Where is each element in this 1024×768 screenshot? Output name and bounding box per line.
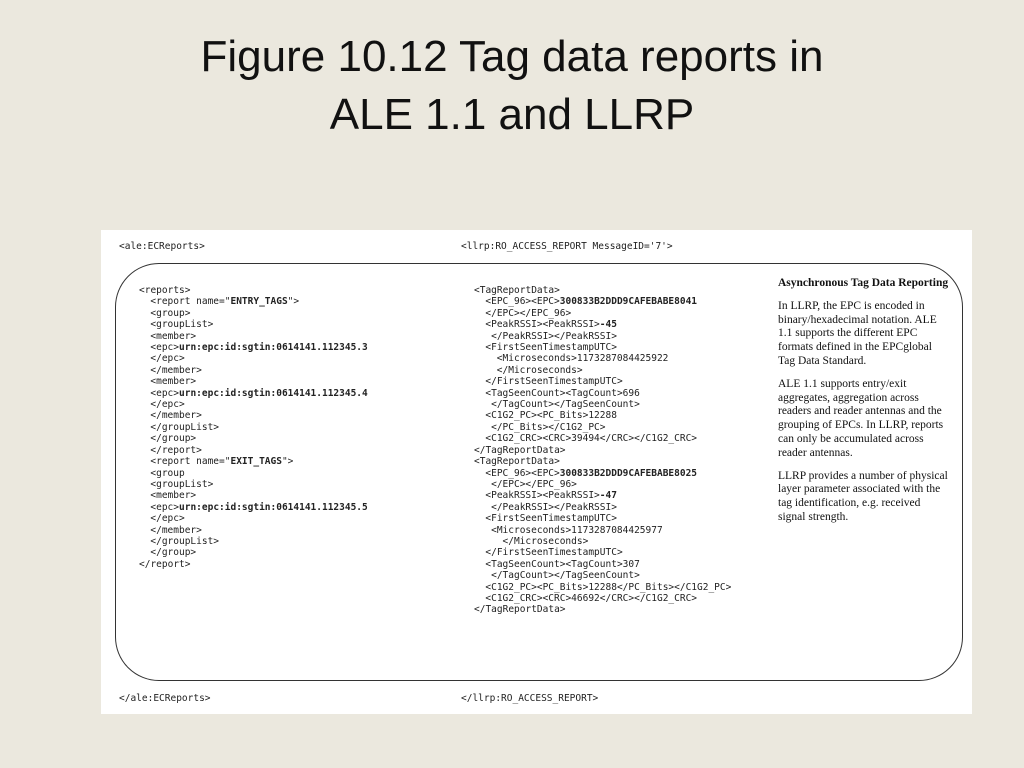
code-line: <EPC_96><EPC>300833B2DDD9CAFEBABE8025 — [485, 467, 698, 479]
code-line: </member> — [150, 364, 202, 376]
code-line: </PeakRSSI></PeakRSSI> — [491, 330, 617, 342]
title-line-2: ALE 1.1 and LLRP — [329, 90, 695, 139]
code-line: <EPC_96><EPC>300833B2DDD9CAFEBABE8041 — [485, 296, 698, 308]
note-paragraph: In LLRP, the EPC is encoded in binary/hexadecimal notation. ALE 1.1 supports the different EPC formats defined in the EPCglobal Tag Data Standard. — [778, 299, 937, 367]
code-line: </Microseconds> — [502, 535, 589, 547]
code-line: <TagSeenCount><TagCount>696 — [485, 387, 640, 399]
ale-close-tag: </ale:ECReports> — [119, 693, 211, 704]
code-line: <epc>urn:epc:id:sgtin:0614141.112345.3 — [150, 342, 368, 354]
code-line: </groupList> — [150, 535, 220, 547]
ale-open-tag: <ale:ECReports> — [119, 241, 205, 252]
code-line: <TagReportData> — [474, 456, 560, 468]
code-line: <reports> — [139, 285, 191, 296]
code-line: <member> — [150, 330, 197, 342]
code-line: </EPC></EPC_96> — [491, 478, 577, 490]
code-line: </TagReportData> — [474, 444, 566, 456]
code-line: </PeakRSSI></PeakRSSI> — [491, 501, 617, 513]
code-line: </epc> — [150, 353, 185, 365]
code-line: </epc> — [150, 513, 185, 525]
code-line: <FirstSeenTimestampUTC> — [485, 513, 617, 525]
code-line: </report> — [150, 444, 202, 456]
slide-title — [0, 28, 1024, 144]
ale-ecreports-listing — [139, 285, 368, 570]
code-line: </group> — [150, 547, 197, 559]
code-line: </Microseconds> — [496, 364, 583, 376]
code-line: </TagReportData> — [474, 604, 566, 616]
code-line: <member> — [150, 490, 197, 502]
code-line: <PeakRSSI><PeakRSSI>-45 — [485, 319, 617, 331]
code-line: <groupList> — [150, 319, 214, 331]
side-note — [778, 277, 950, 534]
code-line: </groupList> — [150, 421, 220, 433]
llrp-open-tag: <llrp:RO_ACCESS_REPORT MessageID='7'> — [461, 241, 673, 252]
code-line: <Microseconds>1173287084425977 — [491, 524, 663, 536]
code-line: <groupList> — [150, 478, 214, 490]
code-line: </member> — [150, 524, 202, 536]
llrp-close-tag: </llrp:RO_ACCESS_REPORT> — [461, 693, 599, 704]
code-line: <group — [150, 467, 185, 479]
code-line: </group> — [150, 433, 197, 445]
code-line: <TagReportData> — [474, 285, 560, 296]
code-line: </FirstSeenTimestampUTC> — [485, 376, 623, 388]
note-paragraph: ALE 1.1 supports entry/exit aggregates, aggregation across readers and reader antennas and the grouping of EPCs. In LLRP, reports can only be accumulated across reader antennas. — [778, 377, 944, 459]
code-line: <C1G2_PC><PC_Bits>12288 — [485, 410, 617, 422]
code-line: <FirstSeenTimestampUTC> — [485, 342, 617, 354]
llrp-report-listing — [474, 285, 731, 616]
code-line: </FirstSeenTimestampUTC> — [485, 547, 623, 559]
code-line: <TagSeenCount><TagCount>307 — [485, 558, 640, 570]
code-line: <C1G2_CRC><CRC>46692</CRC></C1G2_CRC> — [485, 592, 698, 604]
code-line: <member> — [150, 376, 197, 388]
code-line: <C1G2_PC><PC_Bits>12288</PC_Bits></C1G2_PC> — [485, 581, 732, 593]
code-line: <Microseconds>1173287084425922 — [496, 353, 669, 365]
code-line: <epc>urn:epc:id:sgtin:0614141.112345.4 — [150, 387, 368, 399]
code-line: </member> — [150, 410, 202, 422]
code-line: </TagCount></TagSeenCount> — [491, 399, 640, 411]
code-line: <C1G2_CRC><CRC>39494</CRC></C1G2_CRC> — [485, 433, 698, 445]
code-line: <report name="ENTRY_TAGS"> — [150, 296, 300, 308]
note-paragraph: LLRP provides a number of physical layer parameter associated with the tag identification, e.g. received signal strength. — [778, 469, 948, 523]
code-line: <report name="EXIT_TAGS"> — [150, 456, 294, 468]
code-line: <PeakRSSI><PeakRSSI>-47 — [485, 490, 617, 502]
code-line: <epc>urn:epc:id:sgtin:0614141.112345.5 — [150, 501, 368, 513]
note-heading: Asynchronous Tag Data Reporting — [778, 277, 949, 289]
code-line: </PC_Bits></C1G2_PC> — [491, 421, 606, 433]
code-line: </TagCount></TagSeenCount> — [491, 570, 640, 582]
title-line-1: Figure 10.12 Tag data reports in — [200, 32, 824, 81]
code-line: </epc> — [150, 399, 185, 411]
code-line: </EPC></EPC_96> — [485, 307, 572, 319]
figure-image — [101, 230, 972, 714]
code-line: <group> — [150, 307, 191, 319]
code-line: </report> — [139, 558, 191, 570]
